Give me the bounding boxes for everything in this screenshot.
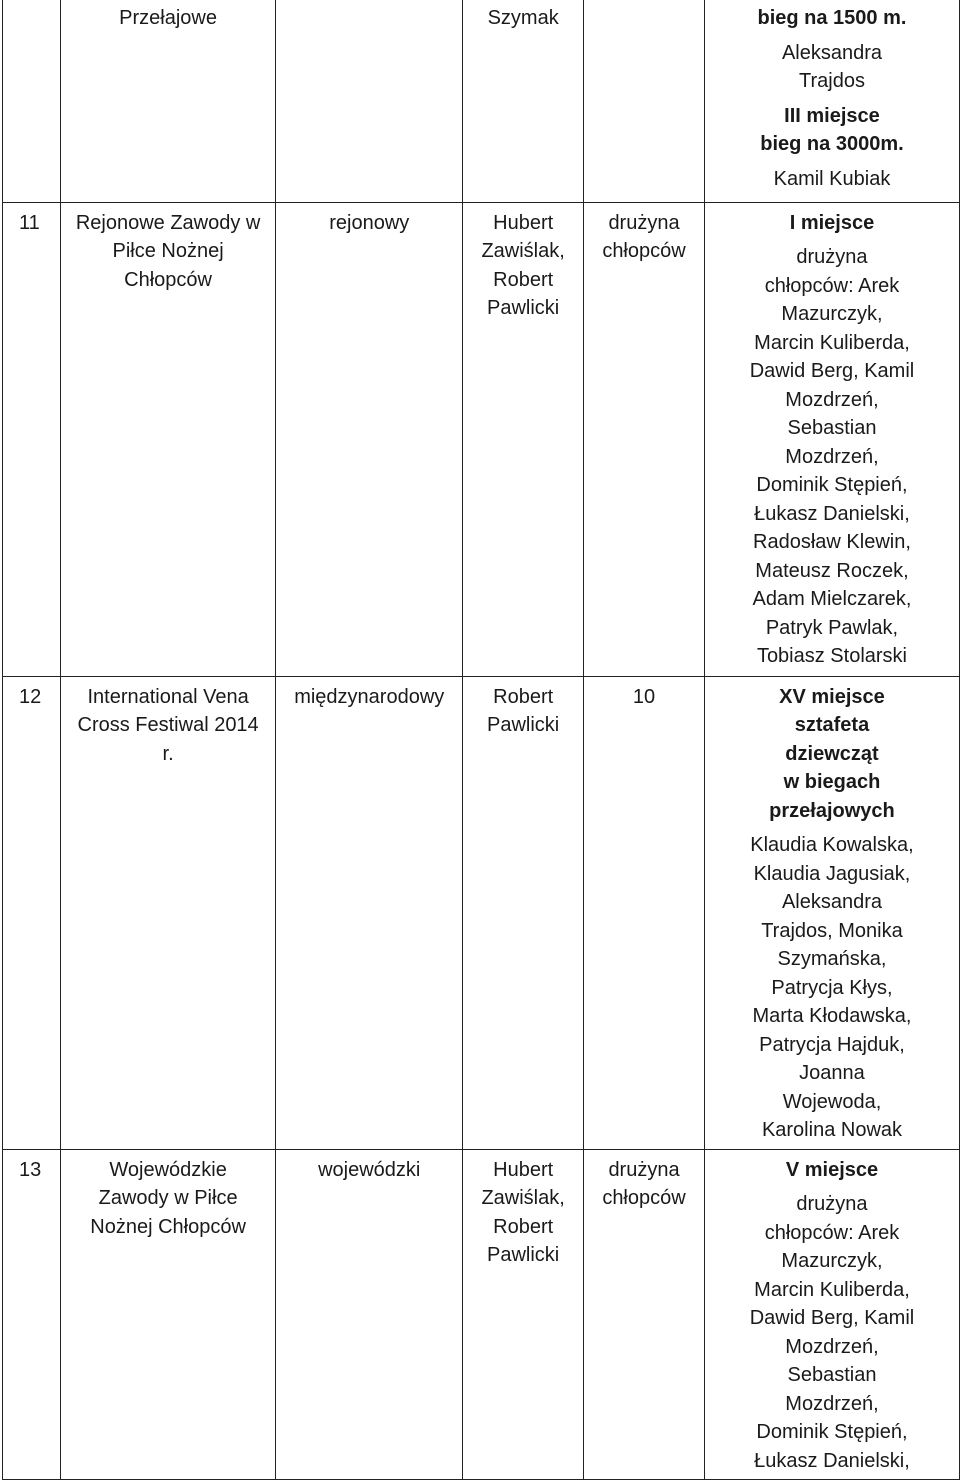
result-line: Adam Mielczarek, [752, 588, 912, 610]
result-line: Mazurczyk, [781, 1250, 883, 1272]
row-number [3, 1149, 61, 1480]
result-line: Dominik Stępień, [756, 474, 908, 496]
result-line: Trajdos [799, 70, 865, 92]
participants-line: 10 [632, 685, 656, 708]
participants [584, 202, 705, 676]
result-line: Kamil Kubiak [773, 167, 891, 190]
result [704, 0, 959, 202]
result-line: Mozdrzeń, [785, 1335, 879, 1358]
result-heading: bieg na 3000m. [760, 133, 904, 155]
competition-level [276, 0, 463, 202]
result-heading: III miejsce [784, 104, 880, 127]
coach-line: Pawlicki [487, 714, 560, 736]
event-name-line: Nożnej Chłopców [90, 1215, 246, 1238]
result-line: Łukasz Danielski, [754, 502, 910, 525]
result [704, 676, 959, 1149]
event-name-line: Przełajowe [119, 7, 217, 29]
coach-line: Zawiślak, [481, 1187, 565, 1209]
result-line: drużyna [796, 1193, 868, 1215]
participants-line: chłopców [602, 1187, 686, 1209]
event-name-line: International Vena [87, 685, 249, 708]
result-line: Sebastian [787, 417, 877, 439]
result-line: Trajdos, Monika [761, 919, 903, 942]
result-line: Mozdrzeń, [785, 388, 879, 411]
result-line: Mozdrzeń, [785, 1392, 879, 1415]
participants [584, 1149, 705, 1480]
result-line: Patrycja Kłys, [771, 976, 893, 999]
result-line: Klaudia Jagusiak, [753, 862, 911, 885]
event-name [60, 202, 275, 676]
result-line: Wojewoda, [782, 1090, 882, 1113]
result [704, 202, 959, 676]
result-line: Mateusz Roczek, [755, 559, 909, 582]
row-number [3, 202, 61, 676]
result-line: Łukasz Danielski, [754, 1449, 910, 1472]
participants [584, 0, 705, 202]
result-heading: dziewcząt [785, 742, 879, 765]
result-line: Patrycja Hajduk, [759, 1033, 905, 1056]
result-line: Marcin Kuliberda, [754, 331, 910, 354]
row-number [3, 0, 61, 202]
event-name-line: Wojewódzkie [109, 1158, 227, 1181]
competition-level-text: rejonowy [329, 211, 410, 234]
result-line: Marta Kłodawska, [752, 1005, 912, 1027]
result-heading: XV miejsce [779, 685, 885, 708]
result-line: Patryk Pawlak, [765, 616, 899, 639]
participants-line: drużyna [608, 211, 680, 234]
coach-line: Hubert [493, 1158, 554, 1181]
competition-level [276, 1149, 463, 1480]
participants [584, 676, 705, 1149]
result-line: Marcin Kuliberda, [754, 1278, 910, 1301]
results-table [2, 0, 960, 1480]
participants-line: chłopców [602, 240, 686, 262]
table-row [3, 1149, 960, 1480]
competition-level-text: międzynarodowy [294, 685, 445, 708]
coach [463, 1149, 584, 1480]
result-line: chłopców: Arek [764, 274, 900, 297]
coach-line: Pawlicki [487, 297, 560, 319]
participants-line: drużyna [608, 1158, 680, 1181]
result-line: Radosław Klewin, [753, 531, 911, 553]
coach-line: Robert [493, 1215, 554, 1238]
coach-line: Hubert [493, 211, 554, 234]
result-line: Tobiasz Stolarski [756, 645, 907, 667]
coach-line: Robert [493, 685, 554, 708]
result-line: Joanna [799, 1062, 865, 1084]
table-row [3, 676, 960, 1149]
result-line: Klaudia Kowalska, [750, 834, 914, 856]
event-name [60, 676, 275, 1149]
result-heading: bieg na 1500 m. [757, 7, 907, 29]
result-heading: przełajowych [769, 799, 895, 822]
result-heading: I miejsce [789, 211, 875, 234]
coach-line: Zawiślak, [481, 240, 565, 262]
result-heading: sztafeta [794, 714, 870, 736]
result-heading: V miejsce [785, 1158, 879, 1181]
competition-level-text: wojewódzki [318, 1158, 421, 1181]
row-number-text: 12 [19, 685, 42, 708]
event-name-line: Zawody w Piłce [98, 1187, 238, 1209]
coach-line: Szymak [487, 7, 559, 29]
competition-level [276, 202, 463, 676]
event-name-line: Chłopców [124, 268, 212, 291]
row-number-text: 13 [19, 1158, 42, 1181]
row-number [3, 676, 61, 1149]
results-table-body [3, 0, 960, 1480]
event-name-line: Rejonowe Zawody w [75, 211, 261, 234]
result [704, 1149, 959, 1480]
coach-line: Pawlicki [487, 1244, 560, 1266]
event-name-line: Cross Festiwal 2014 [77, 714, 259, 736]
result-line: Aleksandra [781, 41, 882, 64]
result-line: Sebastian [787, 1364, 877, 1386]
row-number-text: 11 [19, 211, 40, 234]
event-name [60, 1149, 275, 1480]
result-line: Szymańska, [777, 948, 887, 970]
coach [463, 202, 584, 676]
result-line: Dawid Berg, Kamil [749, 1307, 915, 1329]
coach [463, 0, 584, 202]
coach-line: Robert [493, 268, 554, 291]
result-line: Dawid Berg, Kamil [749, 360, 915, 382]
coach [463, 676, 584, 1149]
result-line: Aleksandra [781, 891, 882, 913]
competition-level [276, 676, 463, 1149]
table-row [3, 202, 960, 676]
result-line: Mazurczyk, [781, 303, 883, 325]
result-line: chłopców: Arek [764, 1221, 900, 1244]
result-line: Mozdrzeń, [785, 445, 879, 468]
event-name [60, 0, 275, 202]
event-name-line: Piłce Nożnej [112, 240, 224, 262]
result-line: drużyna [796, 246, 868, 268]
result-heading: w biegach [783, 771, 881, 793]
table-row [3, 0, 960, 202]
result-line: Karolina Nowak [761, 1119, 903, 1141]
event-name-line: r. [162, 742, 174, 765]
result-line: Dominik Stępień, [756, 1421, 908, 1443]
